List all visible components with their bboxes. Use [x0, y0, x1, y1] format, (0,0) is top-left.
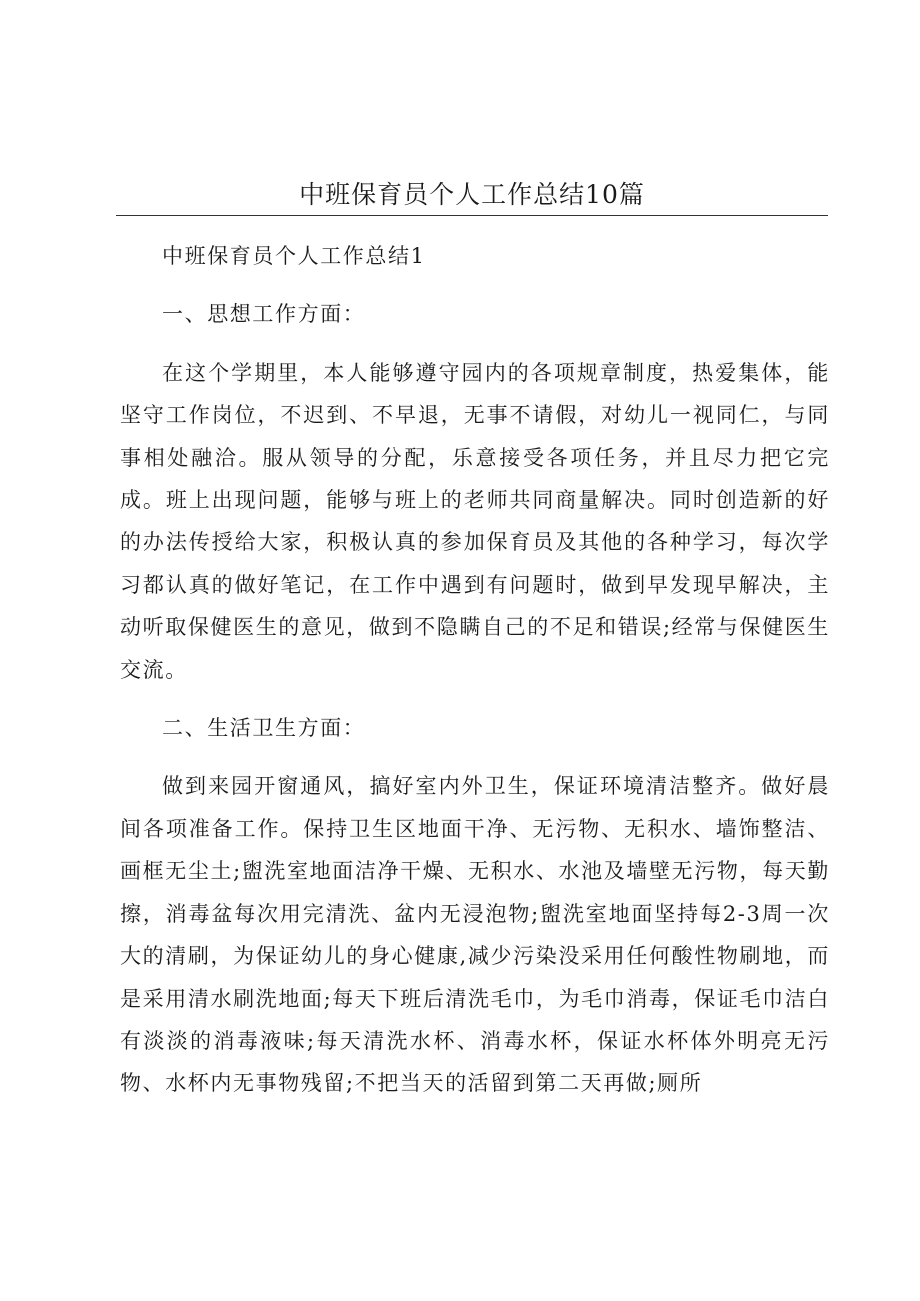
- part1-heading: 一、思想工作方面：: [162, 302, 366, 327]
- document-title: 中班保育员个人工作总结10篇: [299, 180, 645, 209]
- spacer: [120, 336, 830, 352]
- part2-paragraph: 做到来园开窗通风，搞好室内外卫生，保证环境清洁整齐。做好晨间各项准备工作。保持卫生区地面干净、无污物、无积水、墙饰整洁、画框无尘土;盥洗室地面洁净干燥、无积水、水池及墙壁无污物，每天勤擦，消毒盆每次用完清洗、盆内无浸泡物;盥洗室地面坚持每2-3周一次大的清刷，为保证幼儿的身心健康,减少污染没采用任何酸性物刷地，而是采用清水刷洗地面;每天下班后清洗毛巾，为毛巾消毒，保证毛巾洁白有淡淡的消毒液味;每天清洗水杯、消毒水杯，保证水杯体外明亮无污物、水杯内无事物残留;不把当天的活留到第二天再做;厕所: [120, 774, 830, 1096]
- part2-heading: 二、生活卫生方面：: [162, 716, 366, 741]
- document-body: [120, 235, 830, 1105]
- spacer: [120, 749, 830, 765]
- title-underline: [116, 215, 828, 216]
- spacer: [120, 691, 830, 707]
- part1-paragraph: 在这个学期里，本人能够遵守园内的各项规章制度，热爱集体，能坚守工作岗位，不迟到、不早退，无事不请假，对幼儿一视同仁，与同事相处融洽。服从领导的分配，乐意接受各项任务，并且尽力把它完成。班上出现问题，能够与班上的老师共同商量解决。同时创造新的好的办法传授给大家，积极认真的参加保育员及其他的各种学习，每次学习都认真的做好笔记，在工作中遇到有问题时，做到早发现早解决，主动听取保健医生的意见，做到不隐瞒自己的不足和错误;经常与保健医生交流。: [120, 360, 830, 682]
- spacer: [120, 277, 830, 293]
- section-title: 中班保育员个人工作总结1: [162, 244, 426, 268]
